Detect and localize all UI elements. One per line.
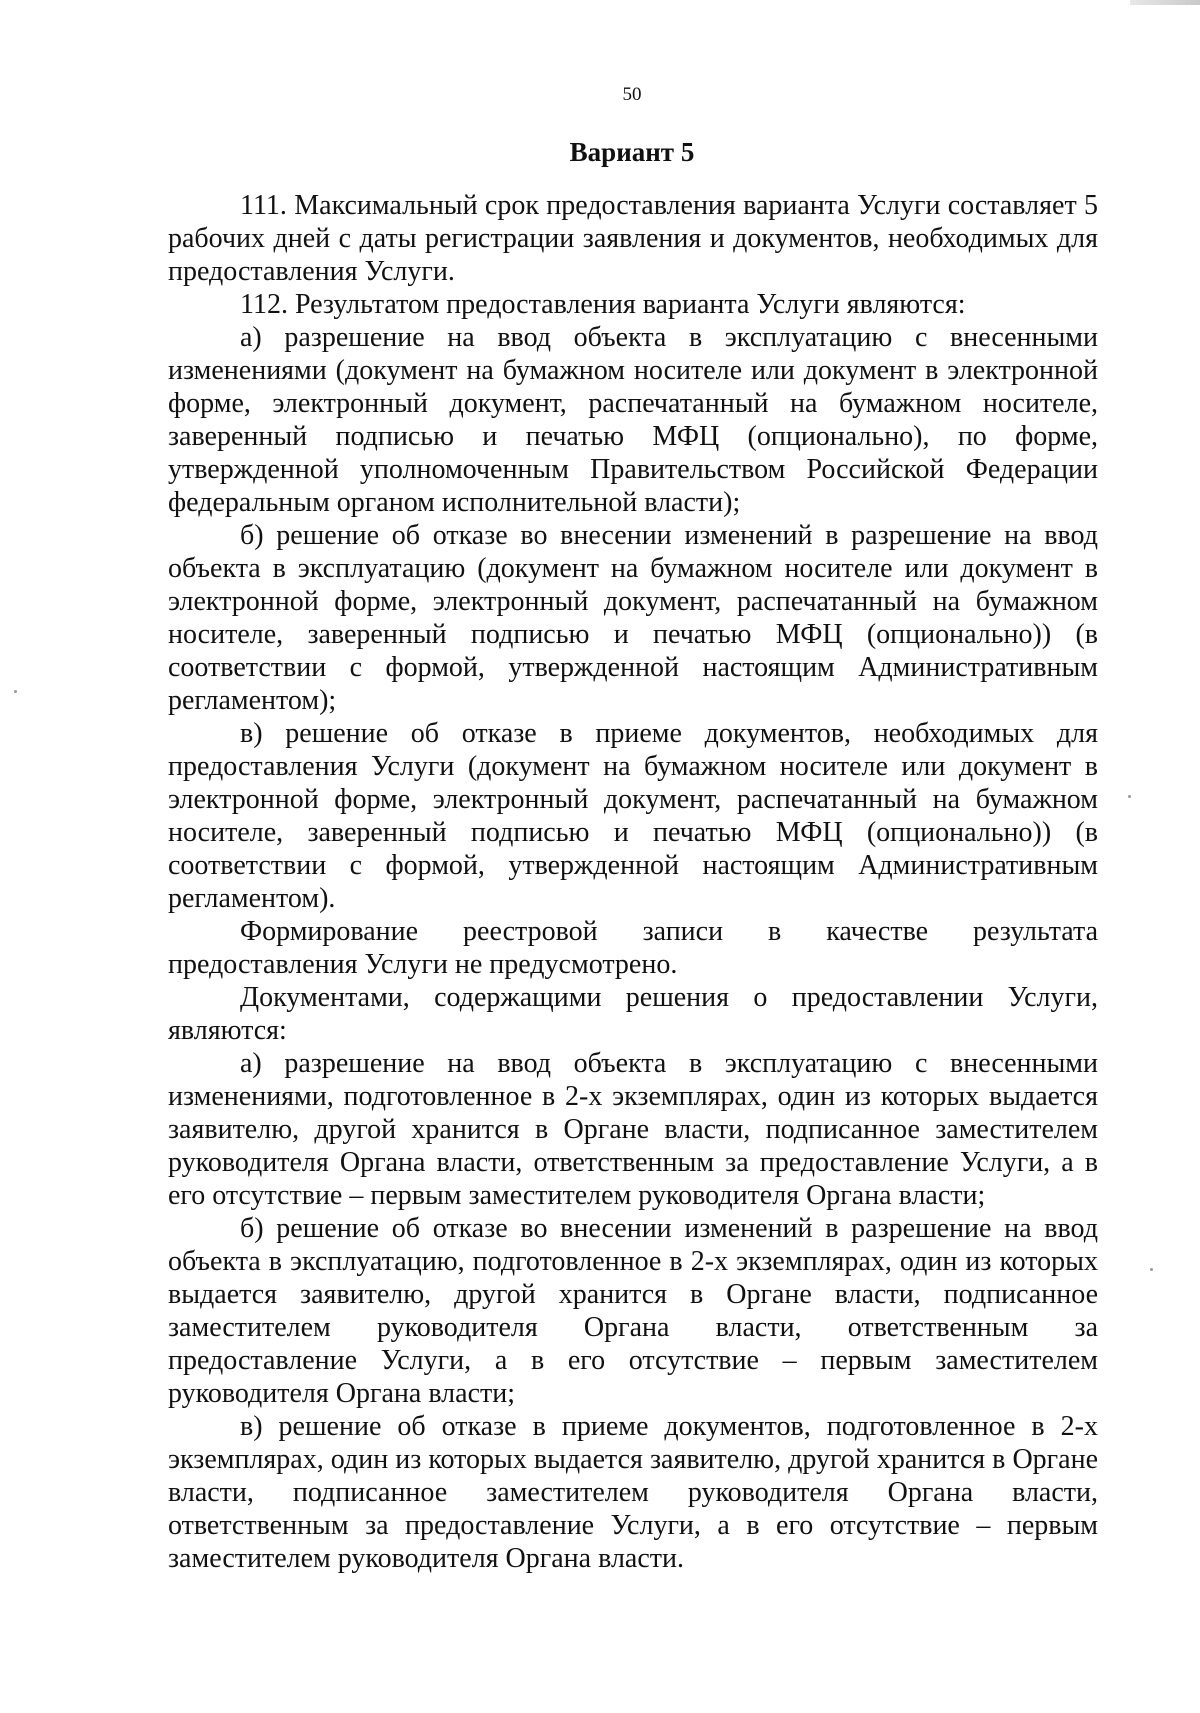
list-item-a: а) разрешение на ввод объекта в эксплуатацию с внесенными изменениями (документ на бумажном носителе или документ в электронной форме, электронный документ, распечатанный на бумажном носителе, заверенный подписью и печатью МФЦ (опционально), по форме, утвержденной уполномоченным Правительством Российской Федерации федеральным органом исполнительной власти); [168, 322, 1098, 518]
scan-speck [14, 690, 17, 693]
paragraph-decision-documents: Документами, содержащими решения о предоставлении Услуги, являются: [168, 982, 1098, 1046]
document-body [168, 189, 1098, 1575]
decision-item-a: а) разрешение на ввод объекта в эксплуатацию с внесенными изменениями, подготовленное в 2-х экземплярах, один из которых выдается заявителю, другой хранится в Органе власти, подписанное заместителем руководителя Органа власти, ответственным за предоставление Услуги, а в его отсутствие – первым заместителем руководителя Органа власти; [168, 1048, 1098, 1211]
scan-speck [1128, 795, 1131, 798]
scan-edge-mark [1130, 0, 1200, 5]
paragraph-112: 112. Результатом предоставления варианта Услуги являются: [240, 289, 966, 320]
list-item-b: б) решение об отказе во внесении изменений в разрешение на ввод объекта в эксплуатацию (документ на бумажном носителе или документ в электронной форме, электронный документ, распечатанный на бумажном носителе, заверенный подписью и печатью МФЦ (опционально)) (в соответствии с формой, утвержденной настоящим Административным регламентом); [168, 520, 1098, 716]
scan-speck [1150, 1268, 1153, 1271]
decision-item-b: б) решение об отказе во внесении изменений в разрешение на ввод объекта в эксплуатацию, подготовленное в 2-х экземплярах, один из которых выдается заявителю, другой хранится в Органе власти, подписанное заместителем руководителя Органа власти, ответственным за предоставление Услуги, а в его отсутствие – первым заместителем руководителя Органа власти; [168, 1213, 1098, 1409]
paragraph-registry-record: Формирование реестровой записи в качестве результата предоставления Услуги не предусмотрено. [168, 916, 1098, 980]
section-heading: Вариант 5 [569, 137, 695, 167]
list-item-v: в) решение об отказе в приеме документов, необходимых для предоставления Услуги (документ на бумажном носителе или документ в электронной форме, электронный документ, распечатанный на бумажном носителе, заверенный подписью и печатью МФЦ (опционально)) (в соответствии с формой, утвержденной настоящим Административным регламентом). [168, 718, 1098, 914]
page-number: 50 [622, 84, 642, 105]
decision-item-v: в) решение об отказе в приеме документов, подготовленное в 2-х экземплярах, один из которых выдается заявителю, другой хранится в Органе власти, подписанное заместителем руководителя Органа власти, ответственным за предоставление Услуги, а в его отсутствие – первым заместителем руководителя Органа власти. [168, 1411, 1098, 1574]
paragraph-111: 111. Максимальный срок предоставления варианта Услуги составляет 5 рабочих дней с даты регистрации заявления и документов, необходимых для предоставления Услуги. [168, 190, 1098, 287]
